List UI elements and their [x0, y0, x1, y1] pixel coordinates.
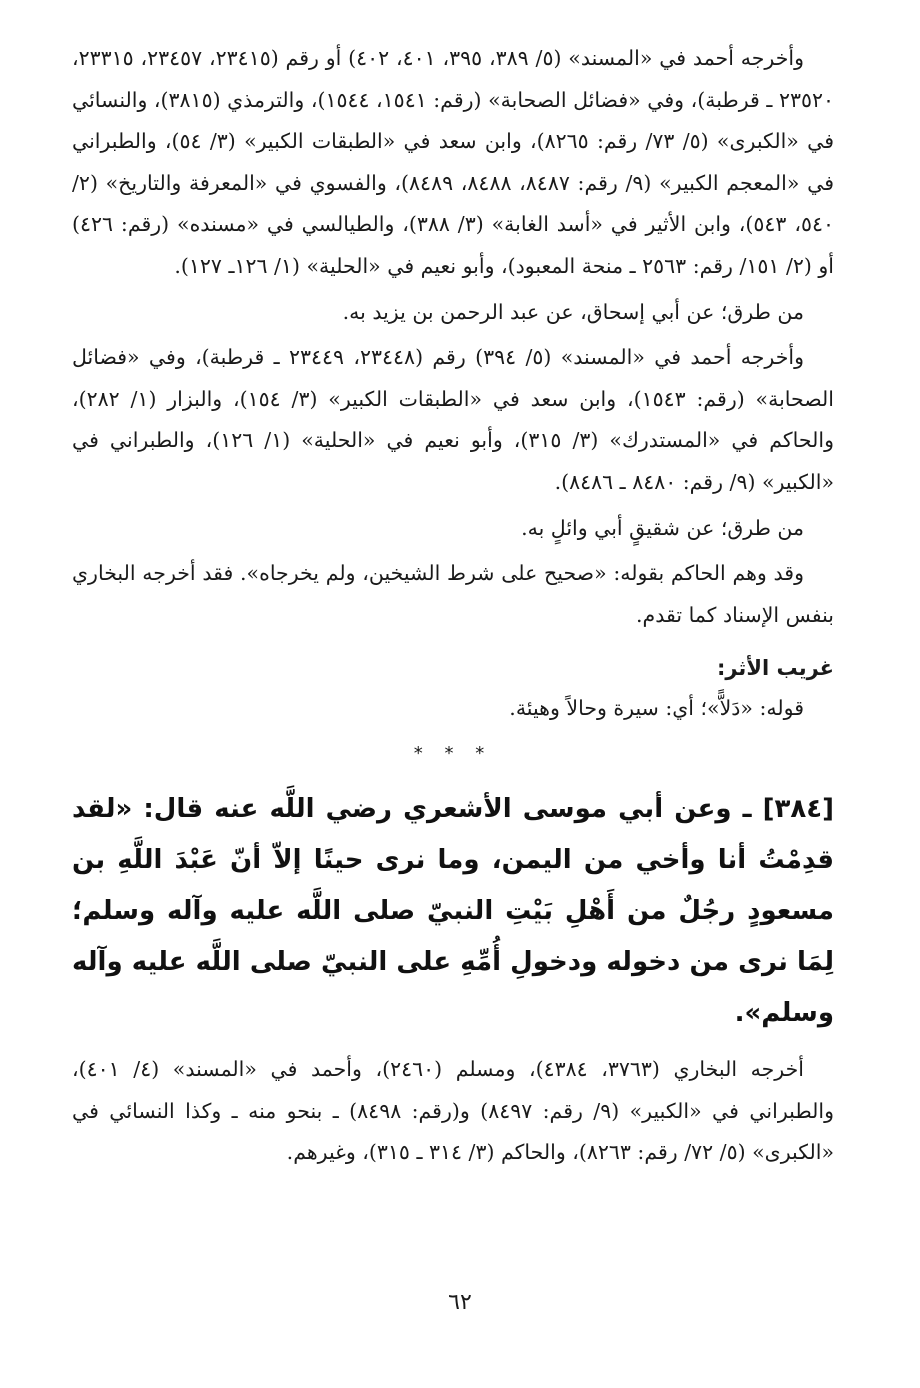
gharib-heading: غريب الأثر: [716, 656, 834, 681]
page-number: ٦٢ [448, 1290, 472, 1315]
turuq-paragraph-1: من طرق؛ عن أبي إسحاق، عن عبد الرحمن بن يزيد به. [342, 299, 804, 324]
turuq-paragraph-2: من طرق؛ عن شقيقٍ أبي وائلٍ به. [521, 515, 804, 540]
page-body [72, 38, 834, 1174]
takhrij-paragraph-3: أخرجه البخاري (٣٧٦٣، ٤٣٨٤)، ومسلم (٢٤٦٠)، وأحمد في «المسند» (٤/ ٤٠١)، والطبراني في «الكبير» (٩/ رقم: ٨٤٩٧) و(رقم: ٨٤٩٨) ـ بنحو منه ـ وكذا النسائي في «الكبرى» (٥/ ٧٢/ رقم: ٨٢٦٣)، والحاكم (٣/ ٣١٤ ـ ٣١٥)، وغيرهم. [72, 1056, 834, 1165]
section-separator: * * * [413, 742, 493, 764]
takhrij-paragraph-2: وأخرجه أحمد في «المسند» (٥/ ٣٩٤) رقم (٢٣٤٤٨، ٢٣٤٤٩ ـ قرطبة)، وفي «فضائل الصحابة» (رقم: ١٥٤٣)، وابن سعد في «الطبقات الكبير» (٣/ ١٥٤)، والبزار (١/ ٢٨٢)، والحاكم في «المستدرك» (٣/ ٣١٥)، وأبو نعيم في «الحلية» (١/ ١٢٦)، والطبراني في «الكبير» (٩/ رقم: ٨٤٨٠ ـ ٨٤٨٦). [72, 345, 834, 494]
hadith-text: [٣٨٤] ـ وعن أبي موسى الأشعري رضي اللَّه عنه قال: «لقد قدِمْتُ أنا وأخي من اليمن، وما نرى حينًا إلاّ أنّ عَبْدَ اللَّهِ بن مسعودٍ رجُلٌ من أَهْلِ بَيْتِ النبيّ صلى اللَّه عليه وآله وسلم؛ لِمَا نرى من دخوله ودخولِ أُمِّهِ على النبيّ صلى اللَّه عليه وآله وسلم». [72, 793, 834, 1028]
gharib-paragraph: قوله: «دَلاًّ»؛ أي: سيرة وحالاً وهيئة. [509, 696, 804, 721]
takhrij-paragraph-1: وأخرجه أحمد في «المسند» (٥/ ٣٨٩، ٣٩٥، ٤٠١، ٤٠٢) أو رقم (٢٣٤١٥، ٢٣٤٥٧، ٢٣٣١٥، ٢٣٥٢٠ ـ قرطبة)، وفي «فضائل الصحابة» (رقم: ١٥٤١، ١٥٤٤)، والترمذي (٣٨١٥)، والنسائي في «الكبرى» (٥/ ٧٣/ رقم: ٨٢٦٥)، وابن سعد في «الطبقات الكبير» (٣/ ٥٤)، والطبراني في «المعجم الكبير» (٩/ رقم: ٨٤٨٧، ٨٤٨٨، ٨٤٨٩)، والفسوي في «المعرفة والتاريخ» (٢/ ٥٤٠، ٥٤٣)، وابن الأثير في «أسد الغابة» (٣/ ٣٨٨)، والطيالسي في «مسنده» (رقم: ٤٢٦) أو (٢/ ١٥١/ رقم: ٢٥٦٣ ـ منحة المعبود)، وأبو نعيم في «الحلية» (١/ ١٢٦ـ ١٢٧). [72, 46, 834, 278]
hakim-note-paragraph: وقد وهم الحاكم بقوله: «صحيح على شرط الشيخين، ولم يخرجاه». فقد أخرجه البخاري بنفس الإسناد كما تقدم. [72, 561, 834, 627]
